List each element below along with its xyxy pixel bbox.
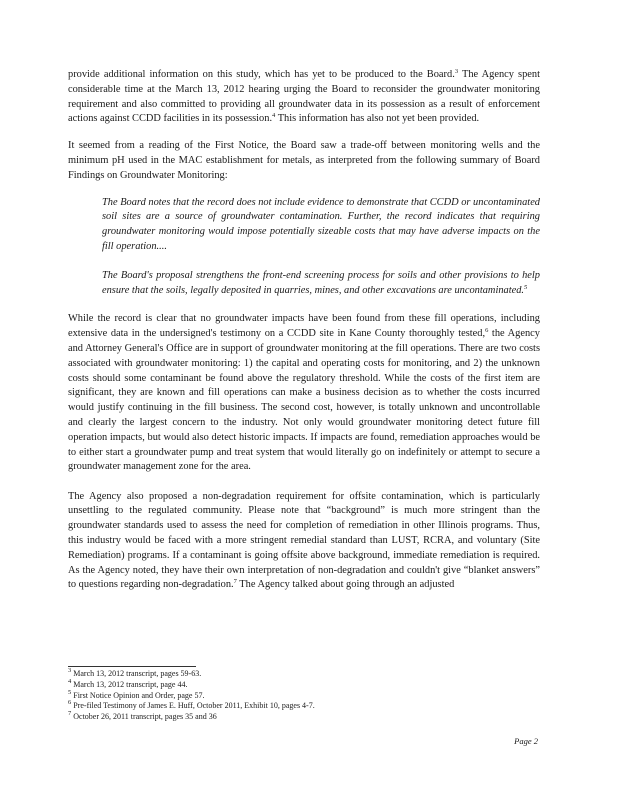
block-quote-2: [68, 269, 540, 299]
footnotes: [68, 669, 540, 723]
paragraph-4-text-b: The Agency talked about going through an adjusted: [236, 579, 455, 591]
footnote-text: Pre-filed Testimony of James E. Huff, October 2011, Exhibit 10, pages 4-7.: [71, 701, 315, 711]
footnote-number: 3: [68, 667, 72, 674]
footnote-text: March 13, 2012 transcript, pages 59-63.: [71, 669, 202, 678]
footnote-number: 4: [68, 677, 72, 685]
footnote-number: 5: [68, 688, 72, 696]
paragraph-4: [68, 490, 540, 594]
footnote-text: October 26, 2011 transcript, pages 35 and 36: [71, 712, 217, 722]
footnote-text: First Notice Opinion and Order, page 57.: [71, 690, 205, 700]
block-quote-2-text: The Board's proposal strengthens the front-end screening process for soils and other provisions to help ensure that the soils, legally deposited in quarries, mines, and other excavations are uncontaminated.: [102, 269, 540, 296]
footnote-5: [68, 688, 540, 702]
footnote-number: 6: [68, 699, 72, 707]
footnote-6: [68, 701, 540, 712]
paragraph-1-text-b: The Agency spent considerable time at the March 13, 2012 hearing urging the Board to reconsider the groundwater monitoring requirement and also committed to providing all groundwater data in its possession as a result of enforcement actions against CCDD facilities in its possession.: [68, 69, 540, 125]
paragraph-4-text-a: The Agency also proposed a non-degradation requirement for offsite contamination, which is particularly unsettling to the regulated community. Please note that “background” is much more stringent than the groundwater standards used to assess the need for completion of remediation in other Illinois programs. Thus, this industry would be faced with a more stringent remedial standard than LUST, RCRA, and voluntary (Site Remediation) programs. If a contaminant is going offsite above background, immediate remediation is required. As the Agency noted, they have their own interpretation of non-degradation and couldn't give “blanket answers” to questions regarding non-degradation.: [68, 490, 540, 591]
paragraph-2-text: It seemed from a reading of the First Notice, the Board saw a trade-off between monitoring wells and the minimum pH used in the MAC establishment for metals, as interpreted from the following summary of Board Findings on Groundwater Monitoring:: [68, 140, 540, 181]
footnote-divider: [68, 666, 196, 667]
footnote-number: 7: [68, 710, 72, 718]
paragraph-2: [68, 139, 540, 183]
paragraph-1-text-c: This information has also not yet been provided.: [275, 113, 480, 125]
page-number: Page 2: [514, 736, 538, 746]
footnote-ref-6: 6: [485, 327, 489, 335]
block-quote-1-text: The Board notes that the record does not include evidence to demonstrate that CCDD or uncontaminated soil sites are a source of groundwater contamination. Further, the record indicates that requiring groundwater monitoring would impose potentially sizeable costs that may have adverse impacts on the fill operation....: [102, 196, 540, 252]
paragraph-3-text-a: While the record is clear that no groundwater impacts have been found from these fill operations, including extensive data in the undersigned's testimony on a CCDD site in Kane County thoroughly tested,: [68, 313, 540, 340]
paragraph-3-text-b: the Agency and Attorney General's Office are in support of groundwater monitoring at the fill operations. There are two costs associated with groundwater monitoring: 1) the capital and operating costs for monitoring, and 2) the unknown costs should some contaminant be found above the regulatory threshold. While the costs of the first item are significant, they are known and fill operations can make a business decision as to whether the costs incurred would justify continuing in the fill business. The second cost, however, is totally unknown and uncontrollable and clearly the largest concern to the industry. Not only would groundwater monitoring detect future fill operation impacts, but would also detect historic impacts. If impacts are found, remediation approaches would be to either start a groundwater pump and treat system that would literally go on indefinitely or attempt to secure a groundwater management zone for the area.: [68, 328, 540, 473]
footnote-text: March 13, 2012 transcript, page 44.: [71, 679, 188, 689]
paragraph-3: [68, 312, 540, 475]
footnote-ref-4: 4: [272, 112, 276, 120]
footnote-ref-7: 7: [233, 578, 237, 586]
footnote-3: [68, 669, 540, 680]
footnote-ref-3: 3: [454, 68, 459, 75]
block-quote-1: [68, 196, 540, 255]
document-body: [68, 68, 540, 608]
footnote-7: [68, 712, 540, 723]
paragraph-1-text-a: provide additional information on this study, which has yet to be produced to the Board.: [68, 69, 455, 80]
paragraph-1: [68, 68, 540, 127]
footnote-ref-5: 5: [524, 283, 528, 291]
footnote-4: [68, 677, 540, 691]
